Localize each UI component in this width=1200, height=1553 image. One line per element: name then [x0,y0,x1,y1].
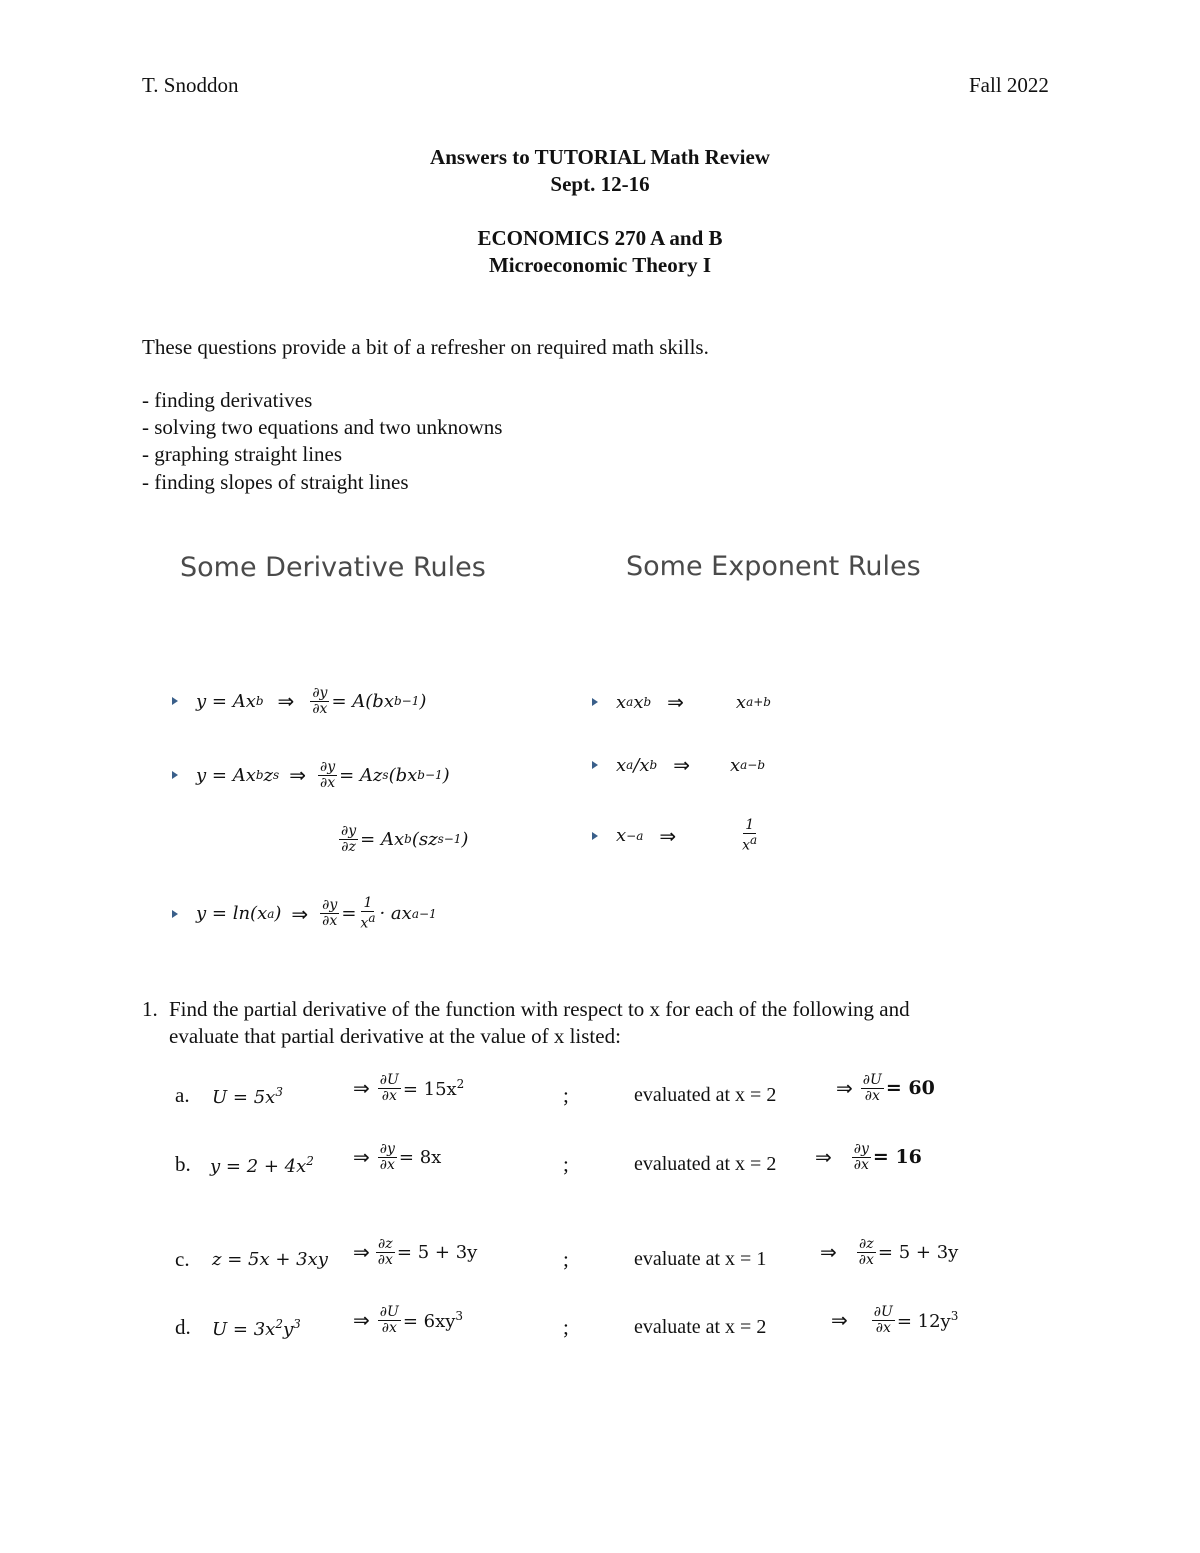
evaluated-result [836,1073,935,1103]
separator: ; [563,1152,569,1176]
frac-num: 1 [363,895,373,911]
rule-mid: /x [633,754,650,776]
implies-arrow: ⇒ [659,823,677,848]
implies-arrow: ⇒ [277,689,295,714]
frac-den: ∂x [319,774,336,791]
part-label: a. [175,1083,190,1107]
superscript: b [404,832,412,847]
superscript: a [267,906,275,921]
superscript: b−1 [417,768,443,783]
rule-rhs-mid: (bx [388,764,418,786]
derivative [353,1073,464,1103]
rule-lhs-end: ) [274,903,282,925]
derivative-result: = 5 + 3y [396,1241,478,1263]
frac-num: ∂U [862,1072,882,1088]
title-line-2: Sept. 12-16 [550,172,650,196]
superscript: −a [626,828,644,843]
derivative [353,1305,463,1335]
part-label: c. [175,1247,190,1271]
fraction [358,896,377,931]
frac-num: ∂z [859,1236,874,1252]
answer-row-d [175,1305,1055,1355]
answer-row-a [175,1073,1055,1123]
frac-num: ∂U [379,1304,399,1320]
separator: ; [563,1083,569,1107]
title-line-4: Microeconomic Theory I [488,253,711,277]
exponent-rule-product [592,690,771,714]
bullet-icon [592,698,598,706]
skill-item: - solving two equations and two unknowns [142,415,503,439]
frac-num: ∂U [379,1072,399,1088]
skill-item: - finding slopes of straight lines [142,470,409,494]
evaluation-text: evaluated at x = 2 [634,1084,777,1106]
evaluation-text: evaluated at x = 2 [634,1153,777,1175]
frac-num: ∂y [319,759,336,775]
evaluation-text: evaluate at x = 1 [634,1248,767,1270]
rule-result: x [735,691,747,713]
partial-fraction [339,824,358,854]
frac-den: ∂x [864,1087,880,1104]
implies-arrow: ⇒ [836,1076,853,1101]
rule-lhs: x [616,754,627,776]
frac-num: ∂y [322,897,338,914]
evaluation-text: evaluate at x = 2 [634,1316,767,1338]
superscript: b [643,695,652,709]
rule-lhs: y = Ax [196,764,256,786]
bullet-icon [172,910,178,918]
implies-arrow: ⇒ [815,1145,832,1170]
superscript: 2 [306,1154,314,1168]
superscript: b [255,768,264,783]
superscript: s [273,768,280,783]
rule-rhs-mid: (sz [411,828,438,850]
derivative-rules-heading: Some Derivative Rules [180,552,486,583]
bullet-icon [172,771,178,779]
question-text-line-2: evaluate that partial derivative at the value of x listed: [169,1024,621,1048]
frac-den: ∂x [312,700,328,717]
result-value: = 60 [885,1077,935,1100]
derivative [353,1142,441,1172]
frac-den [358,912,377,931]
function-text: U = 5x [212,1087,276,1108]
derivative [353,1237,477,1267]
exponent-rule-quotient [592,753,765,777]
implies-arrow: ⇒ [353,1308,370,1333]
frac-den: ∂x [322,913,338,930]
function-text: y = 2 + 4x [210,1156,307,1177]
frac-num: ∂y [853,1141,869,1157]
implies-arrow: ⇒ [291,901,309,926]
frac-num: 1 [745,817,755,833]
partial-fraction [378,1073,401,1103]
derivative-rule-multi-z [337,824,468,854]
superscript: 3 [950,1308,959,1323]
intro-text: These questions provide a bit of a refresher on required math skills. [142,335,709,359]
function-text: U = 3x [212,1319,276,1340]
rule-rhs: = Ax [360,828,405,850]
title-line-1: Answers to TUTORIAL Math Review [430,145,770,169]
result-text: = 12y [896,1310,951,1332]
header-term: Fall 2022 [969,73,1049,97]
function-text-mid: y [282,1319,294,1340]
implies-arrow: ⇒ [667,690,684,714]
superscript: s [382,768,389,783]
implies-arrow: ⇒ [289,763,306,788]
rule-rhs: · ax [379,903,412,925]
function [212,1085,283,1108]
partial-fraction [376,1237,395,1267]
result-value [897,1309,959,1332]
derivative-rule-power [172,686,426,716]
implies-arrow: ⇒ [831,1308,848,1333]
frac-num: ∂y [341,823,357,839]
partial-fraction [378,1142,397,1172]
rule-mid: x [633,691,644,713]
frac-den: ∂x [381,1087,397,1104]
frac-den: ∂x [381,1319,397,1336]
superscript: a+b [746,695,771,709]
function [212,1317,301,1340]
answer-row-b [175,1142,1055,1192]
implies-arrow: ⇒ [820,1240,837,1265]
frac-den-base: x [742,837,751,854]
equals-sign: = [341,903,357,925]
derivative-result [403,1077,465,1100]
part-label: b. [175,1152,191,1176]
rule-rhs-end: ) [419,690,427,712]
part-label: d. [175,1315,191,1339]
rule-lhs: x [616,825,627,847]
frac-den: ∂z [341,838,356,855]
partial-fraction [852,1142,871,1172]
rule-rhs-end: ) [461,828,469,850]
superscript: b [255,694,264,709]
fraction [740,818,759,853]
evaluated-result [815,1142,922,1172]
frac-den: ∂x [377,1251,393,1268]
frac-num: ∂z [378,1236,393,1252]
skill-item: - graphing straight lines [142,442,343,466]
question-number: 1. [142,997,158,1021]
superscript: b−1 [393,694,420,709]
superscript: a−1 [411,906,437,921]
separator: ; [563,1315,569,1339]
result-value: = 5 + 3y [877,1241,959,1263]
superscript: s−1 [437,832,462,847]
skill-item: - finding derivatives [142,388,313,412]
evaluated-result [831,1305,958,1335]
partial-fraction [318,760,337,790]
frac-den: ∂x [379,1156,395,1173]
implies-arrow: ⇒ [353,1145,370,1170]
partial-fraction [378,1305,401,1335]
partial-fraction [320,898,339,928]
superscript: a [626,695,634,709]
frac-den-base: x [360,915,369,932]
frac-den: ∂x [858,1251,874,1268]
result-value: = 16 [872,1146,922,1169]
frac-num: ∂y [312,685,328,701]
function: z = 5x + 3xy [212,1249,328,1270]
superscript: a [626,758,634,772]
superscript: 2 [456,1076,465,1091]
superscript: a [368,910,376,925]
question-text-line-1: Find the partial derivative of the function with respect to x for each of the following and [169,997,910,1021]
answer-row-c [175,1237,1055,1287]
bullet-icon [592,832,598,840]
exponent-rules-heading: Some Exponent Rules [626,551,921,582]
superscript: a−b [740,758,766,772]
superscript: b [649,758,658,772]
frac-num: ∂U [873,1304,893,1320]
derivative-result [403,1309,463,1332]
rule-lhs: x [616,691,627,713]
derivative-result: = 8x [398,1146,442,1168]
frac-den [740,834,759,853]
partial-fraction [310,686,329,716]
exponent-rule-negative [592,818,761,853]
derivative-text: = 15x [402,1078,457,1100]
rule-lhs: y = Ax [196,690,256,712]
frac-den: ∂x [853,1156,869,1173]
partial-fraction [872,1305,895,1335]
bullet-icon [592,761,598,769]
derivative-text: = 6xy [402,1310,456,1332]
implies-arrow: ⇒ [353,1076,370,1101]
rule-result: x [729,754,741,776]
frac-num: ∂y [379,1141,395,1157]
rule-rhs: = A(bx [331,690,394,712]
superscript: a [750,832,758,847]
rule-lhs: y = ln(x [196,903,268,925]
rule-lhs-mid: z [263,764,274,786]
evaluated-result [820,1237,958,1267]
header-author: T. Snoddon [142,73,239,97]
bullet-icon [172,697,178,705]
derivative-rule-multi [172,760,450,790]
superscript: 3 [455,1308,464,1323]
superscript: 2 [275,1317,283,1331]
rule-rhs-end: ) [442,764,450,786]
implies-arrow: ⇒ [353,1240,370,1265]
rule-rhs: = Az [339,764,383,786]
separator: ; [563,1247,569,1271]
superscript: 3 [275,1085,283,1099]
partial-fraction [857,1237,876,1267]
partial-fraction [861,1073,884,1103]
frac-den: ∂x [875,1319,891,1336]
superscript: 3 [293,1317,301,1331]
title-line-3: ECONOMICS 270 A and B [477,226,723,250]
function [210,1154,314,1177]
implies-arrow: ⇒ [673,753,690,777]
derivative-rule-log [172,896,437,931]
